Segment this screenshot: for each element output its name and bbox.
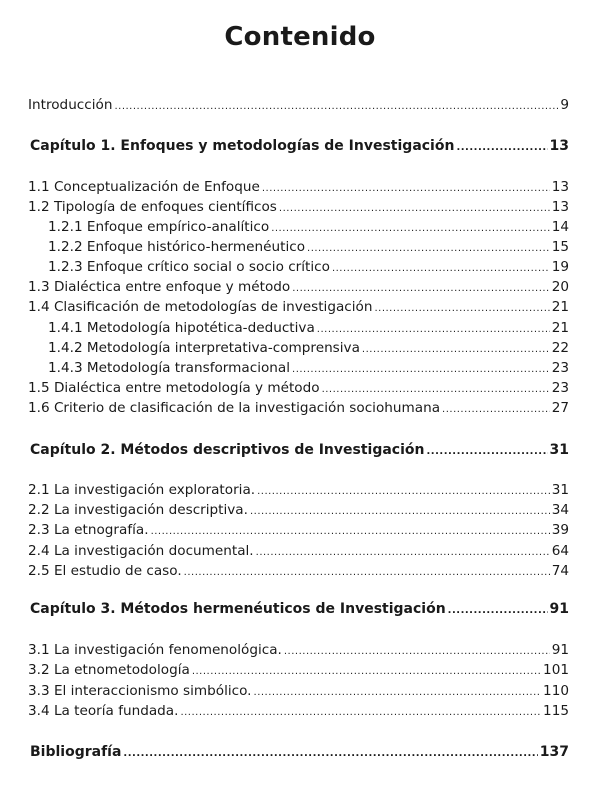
dot-leader xyxy=(254,683,542,703)
toc-entry-page: 115 xyxy=(543,703,569,719)
toc-entry-label: 2.1 La investigación exploratoria. xyxy=(28,482,256,498)
toc-entry-page: 13 xyxy=(551,179,569,195)
dot-leader xyxy=(284,642,550,662)
dot-leader xyxy=(292,279,549,299)
toc-entry-page: 21 xyxy=(551,320,569,336)
toc-entry-1-1 xyxy=(0,177,600,197)
dot-leader xyxy=(256,543,550,563)
toc-entry-label: 2.3 La etnografía. xyxy=(28,522,149,538)
toc-entry-page: 110 xyxy=(543,683,569,699)
dot-leader xyxy=(456,138,547,158)
toc-entry-page: 101 xyxy=(543,662,569,678)
toc-entry-1-2-1 xyxy=(0,217,600,237)
dot-leader xyxy=(250,502,550,522)
page-title: Contenido xyxy=(224,22,376,52)
toc-entry-1-6 xyxy=(0,398,600,418)
dot-leader xyxy=(114,97,558,117)
toc-bibliografia xyxy=(0,742,600,762)
toc-entry-page: 91 xyxy=(551,642,569,658)
toc-entry-label: 1.5 Dialéctica entre metodología y método xyxy=(28,380,320,396)
dot-leader xyxy=(332,259,550,279)
dot-leader xyxy=(362,340,550,360)
toc-entry-page: 19 xyxy=(551,259,569,275)
toc-chapter-page: 31 xyxy=(549,442,569,458)
toc-entry-page: 64 xyxy=(551,543,569,559)
dot-leader xyxy=(271,219,549,239)
toc-entry-page: 74 xyxy=(551,563,569,579)
toc-entry-label: 1.4.1 Metodología hipotética-deductiva xyxy=(48,320,315,336)
toc-entry-2-3 xyxy=(0,520,600,540)
dot-leader xyxy=(442,400,550,420)
toc-entry-page: 9 xyxy=(560,97,569,113)
dot-leader xyxy=(448,601,548,621)
dot-leader xyxy=(180,703,541,723)
toc-entry-label: 1.3 Dialéctica entre enfoque y método xyxy=(28,279,291,295)
toc-entry-3-4 xyxy=(0,701,600,721)
toc-entry-2-5 xyxy=(0,561,600,581)
dot-leader xyxy=(192,662,541,682)
toc-entry-label: Introducción xyxy=(28,97,113,113)
toc-entry-label: 2.4 La investigación documental. xyxy=(28,543,254,559)
toc-entry-page: 13 xyxy=(551,199,569,215)
toc-entry-page: 20 xyxy=(551,279,569,295)
dot-leader xyxy=(262,179,550,199)
toc-chapter-1 xyxy=(0,136,600,156)
toc-entry-1-4-2 xyxy=(0,338,600,358)
toc-entry-1-2-2 xyxy=(0,237,600,257)
dot-leader xyxy=(123,744,537,764)
toc-entry-1-2 xyxy=(0,197,600,217)
toc-chapter-page: 13 xyxy=(549,138,569,154)
toc-entry-page: 27 xyxy=(551,400,569,416)
toc-entry-label: 3.2 La etnometodología xyxy=(28,662,190,678)
dot-leader xyxy=(257,482,550,502)
toc-entry-1-4 xyxy=(0,297,600,317)
toc-entry-page: 34 xyxy=(551,502,569,518)
dot-leader xyxy=(292,360,550,380)
dot-leader xyxy=(427,442,548,462)
dot-leader xyxy=(279,199,550,219)
toc-chapter-3 xyxy=(0,599,600,619)
toc-entry-page: 39 xyxy=(551,522,569,538)
toc-entry-label: 2.5 El estudio de caso. xyxy=(28,563,182,579)
toc-chapter-label: Capítulo 1. Enfoques y metodologías de Investigación xyxy=(30,138,455,154)
toc-entry-3-3 xyxy=(0,681,600,701)
toc-entry-page: 22 xyxy=(551,340,569,356)
toc-entry-1-2-3 xyxy=(0,257,600,277)
toc-chapter-label: Capítulo 2. Métodos descriptivos de Investigación xyxy=(30,442,425,458)
toc-entry-2-2 xyxy=(0,500,600,520)
dot-leader xyxy=(151,522,550,542)
toc-chapter-label: Capítulo 3. Métodos hermenéuticos de Investigación xyxy=(30,601,446,617)
toc-entry-introduccion xyxy=(0,95,600,115)
toc-entry-page: 14 xyxy=(551,219,569,235)
toc-entry-1-4-3 xyxy=(0,358,600,378)
toc-entry-label: 1.2 Tipología de enfoques científicos xyxy=(28,199,277,215)
toc-entry-label: 2.2 La investigación descriptiva. xyxy=(28,502,248,518)
toc-entry-page: 31 xyxy=(551,482,569,498)
toc-entry-label: 3.1 La investigación fenomenológica. xyxy=(28,642,282,658)
toc-entry-label: 1.1 Conceptualización de Enfoque xyxy=(28,179,260,195)
toc-entry-label: 1.4.3 Metodología transformacional xyxy=(48,360,291,376)
toc-entry-label: 1.4.2 Metodología interpretativa-comprensiva xyxy=(48,340,360,356)
toc-entry-label: 1.2.1 Enfoque empírico-analítico xyxy=(48,219,270,235)
toc-chapter-page: 91 xyxy=(549,601,569,617)
dot-leader xyxy=(307,239,550,259)
dot-leader xyxy=(317,320,550,340)
toc-entry-page: 23 xyxy=(551,380,569,396)
toc-entry-page: 21 xyxy=(551,299,569,315)
toc-entry-label: 3.3 El interaccionismo simbólico. xyxy=(28,683,252,699)
toc-entry-1-3 xyxy=(0,277,600,297)
toc-chapter-page: 137 xyxy=(539,744,569,760)
dot-leader xyxy=(322,380,550,400)
toc-entry-3-1 xyxy=(0,640,600,660)
toc-entry-1-4-1 xyxy=(0,318,600,338)
toc-entry-label: 1.6 Criterio de clasificación de la investigación sociohumana xyxy=(28,400,441,416)
toc-entry-page: 15 xyxy=(551,239,569,255)
dot-leader xyxy=(374,299,549,319)
toc-entry-label: 1.2.3 Enfoque crítico social o socio crítico xyxy=(48,259,330,275)
toc-chapter-2 xyxy=(0,440,600,460)
dot-leader xyxy=(184,563,550,583)
toc-entry-2-4 xyxy=(0,541,600,561)
toc-entry-page: 23 xyxy=(551,360,569,376)
toc-entry-label: 1.2.2 Enfoque histórico-hermenéutico xyxy=(48,239,306,255)
toc-chapter-label: Bibliografía xyxy=(30,744,122,760)
toc-entry-3-2 xyxy=(0,660,600,680)
toc-entry-label: 3.4 La teoría fundada. xyxy=(28,703,179,719)
toc-entry-label: 1.4 Clasificación de metodologías de investigación xyxy=(28,299,373,315)
toc-entry-1-5 xyxy=(0,378,600,398)
toc-entry-2-1 xyxy=(0,480,600,500)
